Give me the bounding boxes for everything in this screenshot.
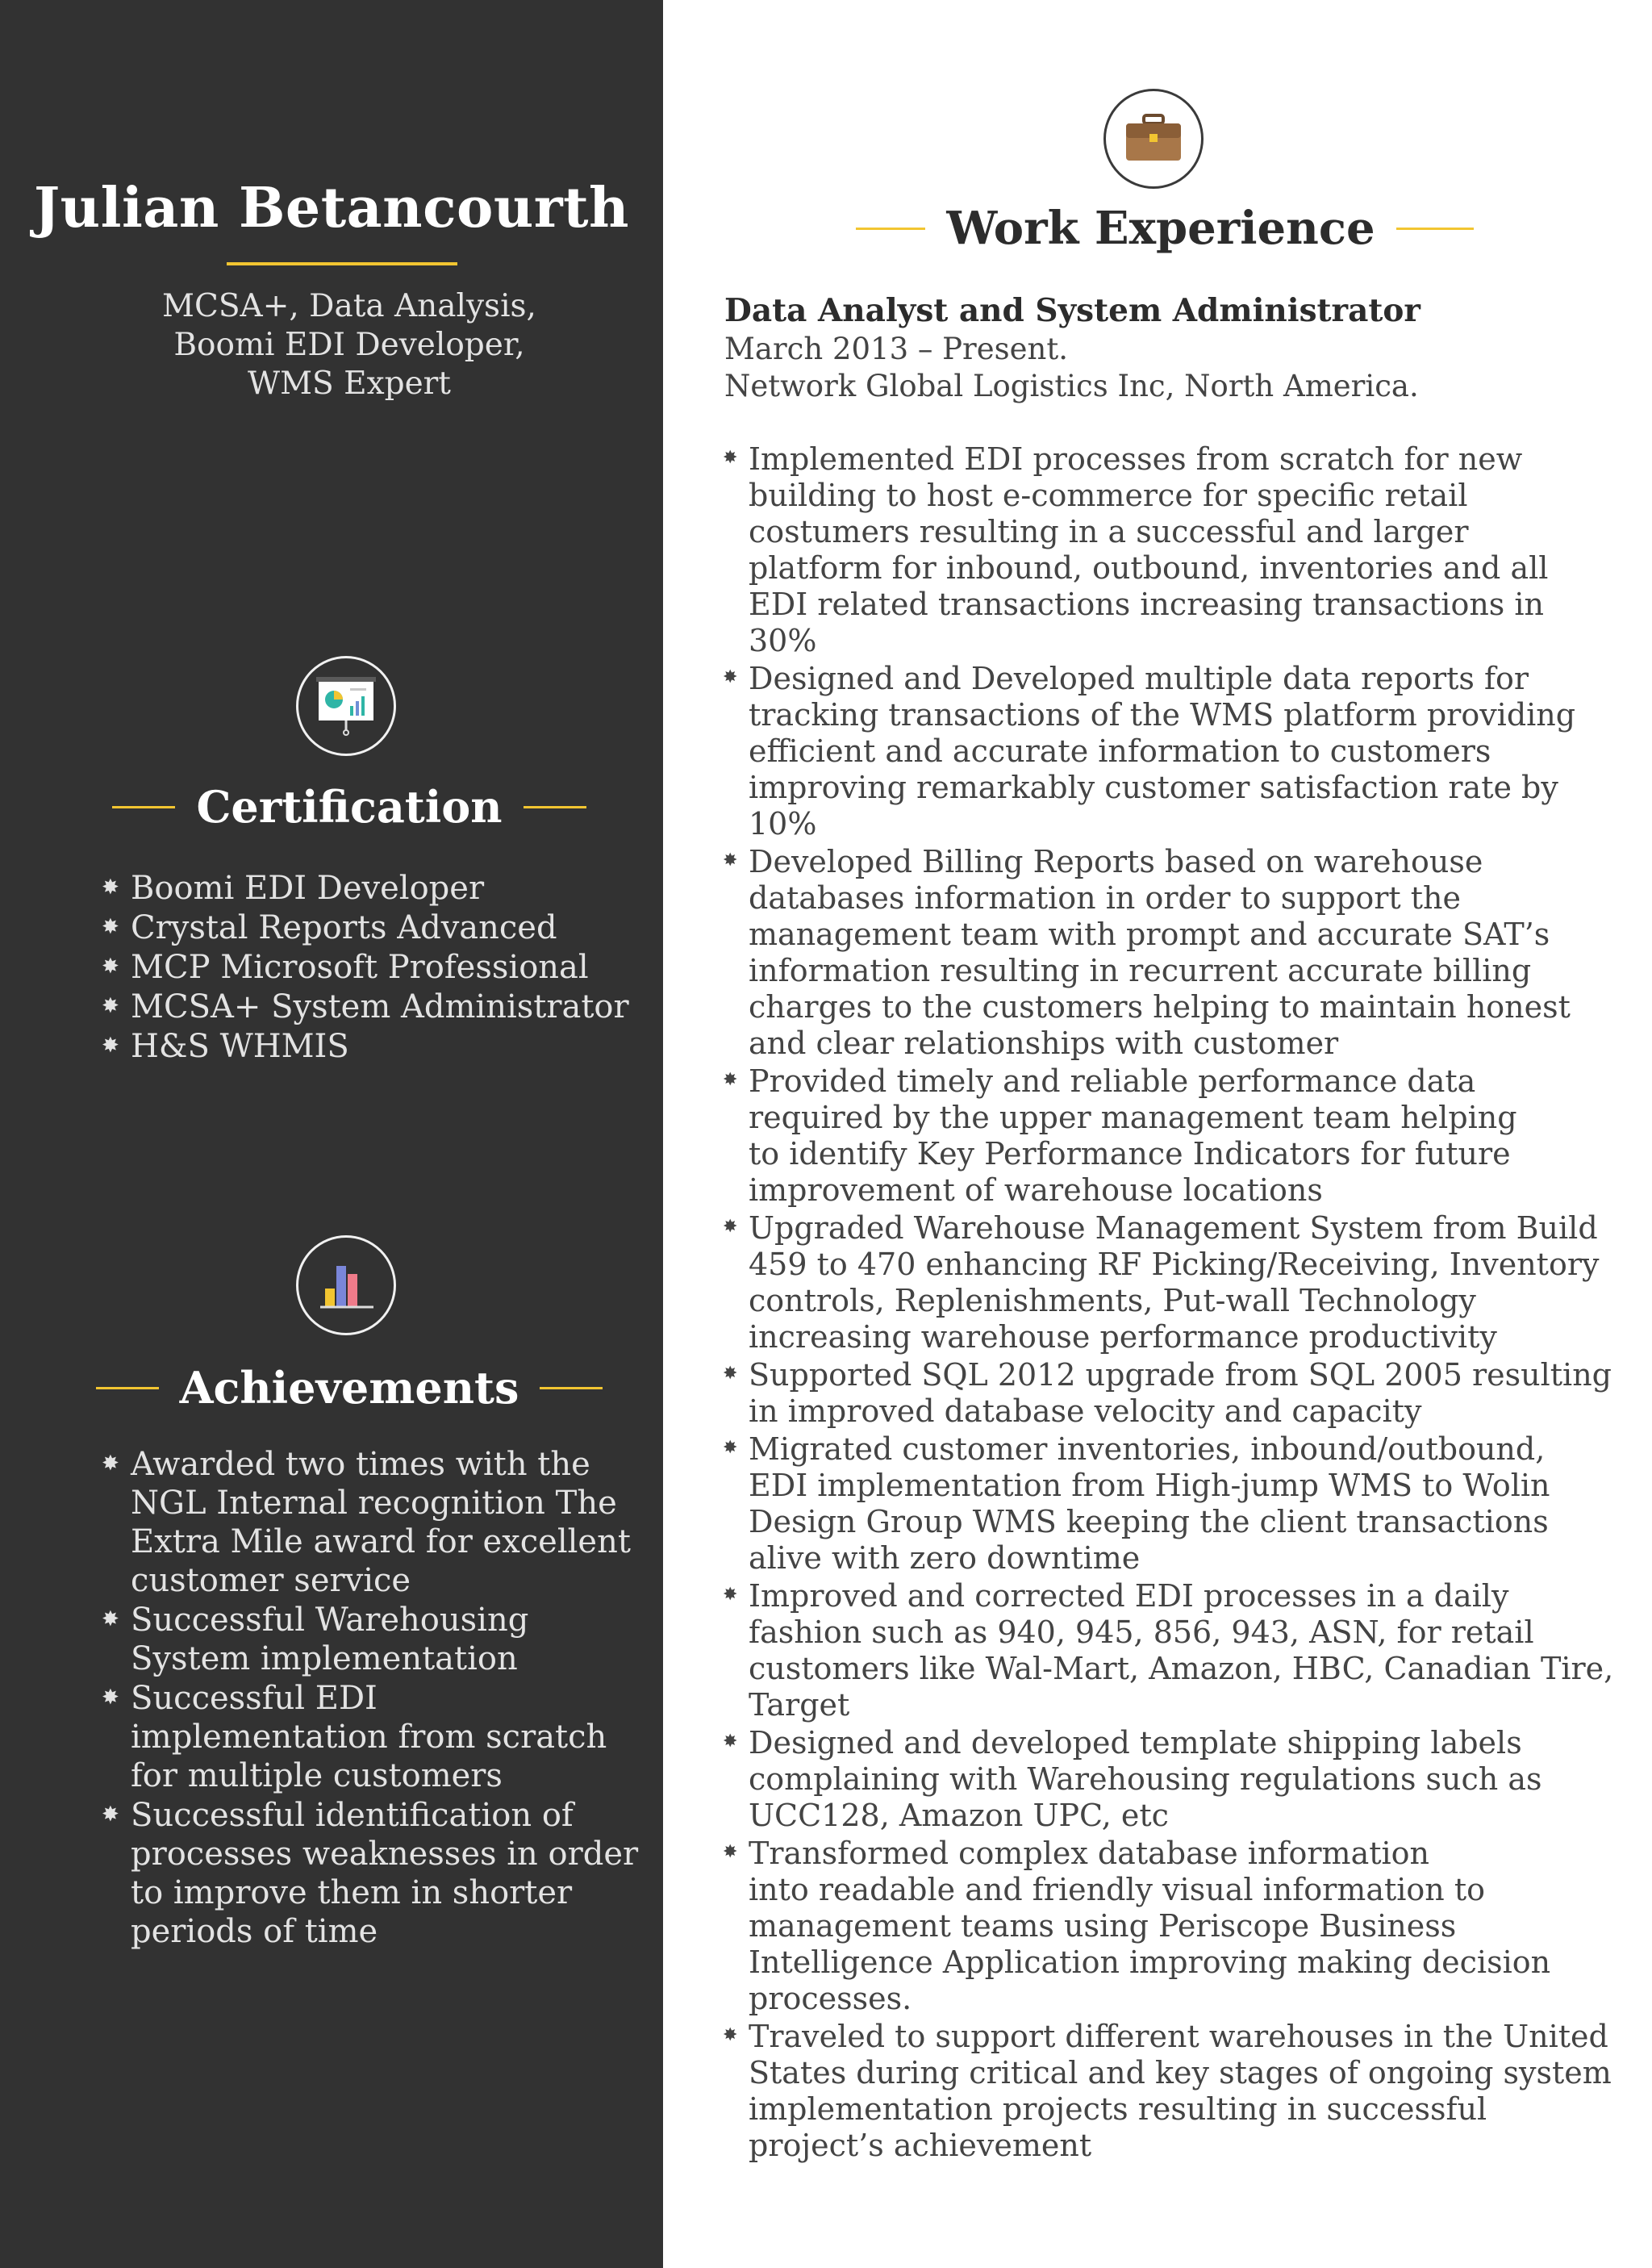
presentation-chart-icon (296, 656, 396, 756)
list-item: ✸ MCP Microsoft Professional (102, 949, 589, 986)
bullet-star-icon: ✸ (102, 1607, 119, 1631)
briefcase-icon (1103, 89, 1204, 189)
bar-chart-icon (296, 1235, 396, 1335)
list-item: ✸ Transformed complex database information into readable and friendly visual information to management teams using Periscope Business Intelligence Application improving making decision processes. (723, 1836, 1551, 2016)
candidate-name: Julian Betancourth (34, 176, 629, 240)
candidate-subtitle (0, 287, 699, 403)
bullet-star-icon: ✸ (102, 875, 119, 900)
bullet-star-icon: ✸ (102, 1034, 119, 1058)
job-title: Data Analyst and System Administrator (724, 292, 1420, 329)
job-company: Network Global Logistics Inc, North America. (724, 369, 1419, 403)
list-item: ✸ Successful Warehousing System implementation (102, 1602, 529, 1677)
list-item: ✸ Upgraded Warehouse Management System from Build 459 to 470 enhancing RF Picking/Receiving, Inventory controls, Replenishments, Put-wall Technology increasing warehouse performance productivity (723, 1210, 1600, 1355)
bullet-star-icon: ✸ (102, 1451, 119, 1476)
list-item: ✸ Traveled to support different warehouses in the United States during critical and key stages of ongoing system implementation projects resulting in successful project’s achievement (723, 2019, 1612, 2163)
heading-rule (524, 806, 586, 808)
list-item: ✸ MCSA+ System Administrator (102, 988, 629, 1025)
list-item: ✸ Provided timely and reliable performance data required by the upper management team helping to identify Key Performance Indicators for future improvement of warehouse locations (723, 1063, 1517, 1208)
bullet-star-icon: ✸ (723, 1842, 738, 1862)
bullet-star-icon: ✸ (723, 850, 738, 871)
list-item: ✸ Successful identification of processes weaknesses in order to improve them in shorter periods of time (102, 1797, 639, 1950)
bullet-star-icon: ✸ (102, 915, 119, 939)
certification-title: Certification (196, 781, 503, 833)
heading-rule (112, 806, 175, 808)
bullet-star-icon: ✸ (102, 1802, 119, 1827)
bullet-star-icon: ✸ (723, 2025, 738, 2045)
name-divider (227, 262, 457, 265)
work-experience-heading (663, 202, 1652, 255)
job-bullets (723, 440, 1626, 2164)
list-item: ✸ Migrated customer inventories, inbound/outbound, EDI implementation from High-jump WMS to Wolin Design Group WMS keeping the client transactions alive with zero downtime (723, 1431, 1550, 1576)
list-item: ✸ Awarded two times with the NGL Internal recognition The Extra Mile award for excellent customer service (102, 1446, 631, 1599)
bullet-star-icon: ✸ (723, 1364, 738, 1384)
bullet-star-icon: ✸ (723, 1217, 738, 1237)
list-item: ✸ Improved and corrected EDI processes in a daily fashion such as 940, 945, 856, 943, ASN, for retail customers like Wal-Mart, Amazon, HBC, Canadian Tire, Target (723, 1578, 1614, 1723)
bullet-star-icon: ✸ (723, 448, 738, 468)
achievements-heading (0, 1362, 699, 1414)
list-item: ✸ Designed and developed template shipping labels complaining with Warehousing regulations such as UCC128, Amazon UPC, etc (723, 1725, 1542, 1833)
subtitle-line: WMS Expert (248, 365, 451, 402)
work-experience-title: Work Experience (946, 202, 1375, 255)
list-item: ✸ Implemented EDI processes from scratch for new building to host e-commerce for specific retail costumers resulting in a successful and larger platform for inbound, outbound, inventories and all EDI related transactions increasing transactions in 30% (723, 441, 1549, 658)
list-item: ✸ Crystal Reports Advanced (102, 909, 557, 946)
subtitle-line: MCSA+, Data Analysis, (162, 288, 536, 324)
main-content (663, 0, 1652, 2268)
heading-rule (1396, 228, 1474, 230)
bullet-star-icon: ✸ (102, 954, 119, 979)
list-item: ✸ Designed and Developed multiple data reports for tracking transactions of the WMS platform providing efficient and accurate information to customers improving remarkably customer satisfaction rate by 10% (723, 661, 1576, 842)
subtitle-line: Boomi EDI Developer, (173, 327, 525, 363)
heading-rule (96, 1387, 159, 1389)
bullet-star-icon: ✸ (723, 1438, 738, 1458)
bullet-star-icon: ✸ (723, 1585, 738, 1605)
achievements-list (102, 1444, 650, 1951)
sidebar (0, 0, 663, 2268)
achievements-title: Achievements (179, 1362, 519, 1414)
list-item: ✸ Boomi EDI Developer (102, 870, 485, 907)
list-item: ✸ H&S WHMIS (102, 1028, 349, 1065)
certification-heading (0, 781, 699, 833)
certification-list (102, 868, 650, 1066)
heading-rule (856, 228, 925, 230)
bullet-star-icon: ✸ (723, 1070, 738, 1090)
list-item: ✸ Supported SQL 2012 upgrade from SQL 2005 resulting in improved database velocity and capacity (723, 1357, 1612, 1429)
job-dates: March 2013 – Present. (724, 332, 1068, 366)
job-meta (724, 331, 1419, 405)
list-item: ✸ Developed Billing Reports based on warehouse databases information in order to support the management team with prompt and accurate SAT’s information resulting in recurrent accurate billing charges to the customers helping to maintain honest and clear relationships with customer (723, 844, 1571, 1061)
bullet-star-icon: ✸ (102, 994, 119, 1018)
bullet-star-icon: ✸ (723, 1731, 738, 1752)
bullet-star-icon: ✸ (102, 1685, 119, 1710)
bullet-star-icon: ✸ (723, 667, 738, 687)
list-item: ✸ Successful EDI implementation from scratch for multiple customers (102, 1680, 607, 1794)
heading-rule (540, 1387, 603, 1389)
